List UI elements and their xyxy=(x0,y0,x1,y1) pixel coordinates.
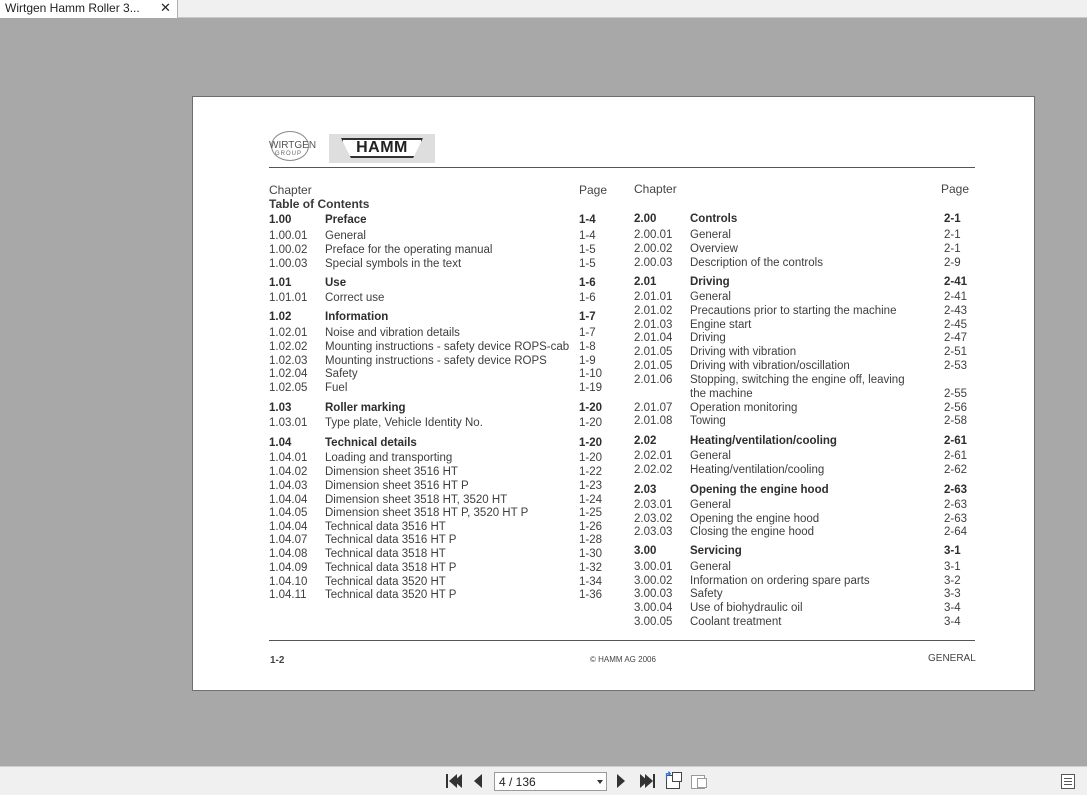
toc-entry-number: 1.02 xyxy=(269,311,292,323)
toc-entry-page: 1-5 xyxy=(579,244,596,256)
hamm-logo: HAMM xyxy=(329,134,435,163)
toc-entry-title: Dimension sheet 3518 HT, 3520 HT xyxy=(325,494,508,506)
toc-entry-number: 2.00.01 xyxy=(634,229,673,241)
toc-entry-page: 3-3 xyxy=(944,588,961,600)
toc-entry-title: Technical details xyxy=(325,437,417,449)
toc-entry-page: 2-53 xyxy=(944,360,968,372)
toc-entry-number: 2.01.07 xyxy=(634,402,673,414)
toc-entry-page: 2-9 xyxy=(944,257,961,269)
page-indicator: 4 / 136 xyxy=(499,775,536,789)
toc-entry-number: 2.01.05 xyxy=(634,346,673,358)
last-page-button[interactable] xyxy=(640,773,656,789)
toc-entry-page: 2-62 xyxy=(944,464,968,476)
right-chapter-header: Chapter xyxy=(634,182,677,196)
navigation-toolbar xyxy=(0,766,1087,795)
toc-entry-title: Preface xyxy=(325,214,367,226)
toc-entry-title: Opening the engine hood xyxy=(690,513,820,525)
copy-page-icon[interactable]: ↱ xyxy=(664,773,682,789)
chevron-down-icon xyxy=(597,780,603,784)
toc-entry-page: 2-1 xyxy=(944,243,961,255)
toc-entry-number: 2.01.06 xyxy=(634,374,673,386)
toc-entry-page: 2-1 xyxy=(944,229,961,241)
right-page-header: Page xyxy=(941,182,970,196)
toc-entry-page: 2-51 xyxy=(944,346,968,358)
close-icon[interactable]: ✕ xyxy=(160,0,171,15)
toc-entry-page: 2-45 xyxy=(944,319,968,331)
toc-entry-page: 2-41 xyxy=(944,276,968,288)
toc-entry-title: Towing xyxy=(690,415,726,427)
first-page-button[interactable] xyxy=(446,773,462,789)
footer-rule xyxy=(269,640,975,641)
toc-entry-number: 2.01 xyxy=(634,276,657,288)
toc-entry-title: General xyxy=(690,561,731,573)
toc-entry-page: 3-2 xyxy=(944,575,961,587)
document-tab[interactable] xyxy=(0,0,178,18)
toc-entry-number: 1.02.03 xyxy=(269,355,308,367)
toc-entry-title: Special symbols in the text xyxy=(325,258,462,270)
toc-entry-number: 1.02.05 xyxy=(269,382,308,394)
toc-entry-page: 3-4 xyxy=(944,602,961,614)
toc-entry-title: Fuel xyxy=(325,382,348,394)
toc-entry-number: 1.02.01 xyxy=(269,327,308,339)
document-page xyxy=(192,96,1035,691)
toc-entry-number: 2.01.04 xyxy=(634,332,673,344)
toc-entry-page: 1-19 xyxy=(579,382,603,394)
toc-entry-number: 1.04.01 xyxy=(269,452,308,464)
toc-entry-page: 1-36 xyxy=(579,589,603,601)
toc-entry-number: 1.01.01 xyxy=(269,292,308,304)
toc-entry-page: 2-47 xyxy=(944,332,968,344)
toc-entry-page: 1-7 xyxy=(579,311,596,323)
toc-entry-number: 3.00.01 xyxy=(634,561,673,573)
toc-entry-title: Servicing xyxy=(690,545,742,557)
toc-entry-title: Noise and vibration details xyxy=(325,327,460,339)
left-page-header: Page xyxy=(579,183,608,197)
toc-entry-page: 1-30 xyxy=(579,548,603,560)
footer-copyright: © HAMM AG 2006 xyxy=(590,655,656,664)
toc-entry-number: 3.00.05 xyxy=(634,616,673,628)
toc-entry-page: 1-22 xyxy=(579,466,603,478)
toc-entry-number: 2.00.03 xyxy=(634,257,673,269)
toc-entry-page: 1-7 xyxy=(579,327,596,339)
toc-entry-page: 1-8 xyxy=(579,341,596,353)
toc-entry-number: 2.01.08 xyxy=(634,415,673,427)
previous-page-button[interactable] xyxy=(472,773,484,789)
toc-entry-page: 1-32 xyxy=(579,562,603,574)
menu-icon[interactable] xyxy=(1061,774,1075,789)
toc-entry-number: 2.01.03 xyxy=(634,319,673,331)
toc-entry-page: 1-20 xyxy=(579,402,603,414)
toc-entry-title: Mounting instructions - safety device ROPS-cab xyxy=(325,341,570,353)
toc-entry-title: Technical data 3518 HT xyxy=(325,548,446,560)
toc-entry-title: Dimension sheet 3516 HT P xyxy=(325,480,469,492)
toc-entry-page: 1-20 xyxy=(579,437,603,449)
toc-entry-title: Operation monitoring xyxy=(690,402,798,414)
toc-entry-title: General xyxy=(690,499,731,511)
toc-entry-page: 3-4 xyxy=(944,616,961,628)
toc-entry-number: 2.03.02 xyxy=(634,513,673,525)
toc-entry-page: 1-6 xyxy=(579,277,596,289)
toc-entry-title: Technical data 3520 HT xyxy=(325,576,446,588)
left-chapter-header: Chapter xyxy=(269,183,312,197)
toc-entry-number: 2.03.03 xyxy=(634,526,673,538)
toc-entry-number: 1.04 xyxy=(269,437,292,449)
toc-entry-number: 1.04.02 xyxy=(269,466,308,478)
toc-entry-title: Dimension sheet 3518 HT P, 3520 HT P xyxy=(325,507,529,519)
toc-entry-title: Use of biohydraulic oil xyxy=(690,602,803,614)
wirtgen-logo: WIRTGEN GROUP xyxy=(269,131,313,161)
toc-entry-number: 1.04.03 xyxy=(269,480,308,492)
toc-entry-page: 1-34 xyxy=(579,576,603,588)
toc-entry-title: Dimension sheet 3516 HT xyxy=(325,466,458,478)
toc-entry-number: 2.00 xyxy=(634,213,657,225)
toc-entry-number: 3.00.03 xyxy=(634,588,673,600)
toc-entry-title: Loading and transporting xyxy=(325,452,453,464)
toc-entry-number: 1.02.02 xyxy=(269,341,308,353)
toc-entry-title: Engine start xyxy=(690,319,752,331)
toc-entry-title: the machine xyxy=(690,388,753,400)
toc-entry-number: 1.00.01 xyxy=(269,230,308,242)
toc-entry-title: General xyxy=(690,229,731,241)
footer-page-number: 1-2 xyxy=(270,655,285,666)
toc-entry-number: 1.01 xyxy=(269,277,292,289)
toc-entry-title: Type plate, Vehicle Identity No. xyxy=(325,417,483,429)
toc-entry-page: 2-1 xyxy=(944,213,961,225)
toc-entry-title: Coolant treatment xyxy=(690,616,782,628)
page-selector[interactable] xyxy=(494,772,607,791)
toc-entry-page: 1-4 xyxy=(579,214,596,226)
header-rule xyxy=(269,167,975,168)
toc-entry-number: 2.02.01 xyxy=(634,450,673,462)
toc-entry-number: 1.03 xyxy=(269,402,292,414)
toc-entry-page: 1-4 xyxy=(579,230,596,242)
toc-entry-number: 1.04.11 xyxy=(269,589,307,601)
toc-entry-number: 1.00.02 xyxy=(269,244,308,256)
toc-entry-title: Driving with vibration xyxy=(690,346,797,358)
toc-entry-number: 1.04.04 xyxy=(269,494,308,506)
toc-entry-page: 2-63 xyxy=(944,513,968,525)
toc-entry-page: 2-63 xyxy=(944,499,968,511)
toc-entry-page: 1-5 xyxy=(579,258,596,270)
toc-entry-page: 1-24 xyxy=(579,494,603,506)
toc-entry-number: 2.01.02 xyxy=(634,305,673,317)
toc-entry-number: 1.00.03 xyxy=(269,258,308,270)
toc-entry-title: Controls xyxy=(690,213,738,225)
toc-entry-number: 3.00.04 xyxy=(634,602,673,614)
toc-entry-title: Closing the engine hood xyxy=(690,526,815,538)
toc-entry-number: 2.02 xyxy=(634,435,657,447)
toc-entry-page: 2-41 xyxy=(944,291,968,303)
toc-entry-page: 2-55 xyxy=(944,388,968,400)
next-page-button[interactable] xyxy=(616,773,628,789)
tab-title[interactable]: Wirtgen Hamm Roller 3... xyxy=(5,1,140,15)
toc-entry-title: Technical data 3520 HT P xyxy=(325,589,457,601)
toc-entry-number: 1.04.07 xyxy=(269,534,308,546)
toc-entry-number: 1.00 xyxy=(269,214,292,226)
toc-entry-number: 1.04.04 xyxy=(269,521,308,533)
toc-entry-title: Description of the controls xyxy=(690,257,823,269)
toc-entry-page: 2-61 xyxy=(944,435,968,447)
toc-entry-title: Precautions prior to starting the machine xyxy=(690,305,897,317)
toc-entry-number: 2.01.01 xyxy=(634,291,673,303)
toc-entry-title: Safety xyxy=(690,588,723,600)
footer-section: GENERAL xyxy=(928,653,976,664)
toc-entry-page: 1-20 xyxy=(579,452,603,464)
toc-entry-page: 2-58 xyxy=(944,415,968,427)
toc-entry-title: Technical data 3516 HT xyxy=(325,521,446,533)
paste-page-icon xyxy=(689,773,707,789)
toc-entry-page: 1-9 xyxy=(579,355,596,367)
toc-entry-title: Use xyxy=(325,277,347,289)
toc-entry-title: Driving xyxy=(690,332,726,344)
toc-entry-title: General xyxy=(325,230,366,242)
toc-entry-title: Technical data 3516 HT P xyxy=(325,534,457,546)
toc-entry-page: 1-28 xyxy=(579,534,603,546)
toc-entry-page: 1-25 xyxy=(579,507,603,519)
toc-entry-number: 3.00.02 xyxy=(634,575,673,587)
toc-entry-title: Technical data 3518 HT P xyxy=(325,562,457,574)
toc-entry-page: 3-1 xyxy=(944,545,961,557)
toc-entry-title: Information xyxy=(325,311,389,323)
toc-entry-title: Heating/ventilation/cooling xyxy=(690,464,825,476)
toc-entry-number: 3.00 xyxy=(634,545,657,557)
toc-entry-title: Stopping, switching the engine off, leaving xyxy=(690,374,905,386)
toc-entry-page: 2-56 xyxy=(944,402,968,414)
toc-entry-page: 1-23 xyxy=(579,480,603,492)
toc-entry-title: Preface for the operating manual xyxy=(325,244,493,256)
toc-entry-number: 1.03.01 xyxy=(269,417,308,429)
toc-entry-title: Opening the engine hood xyxy=(690,484,829,496)
toc-entry-title: Driving with vibration/oscillation xyxy=(690,360,850,372)
toc-entry-number: 2.03 xyxy=(634,484,657,496)
toc-entry-page: 2-43 xyxy=(944,305,968,317)
toc-entry-page: 1-10 xyxy=(579,368,603,380)
toc-entry-title: Safety xyxy=(325,368,358,380)
toc-entry-number: 2.00.02 xyxy=(634,243,673,255)
toc-entry-number: 2.02.02 xyxy=(634,464,673,476)
toc-entry-page: 2-63 xyxy=(944,484,968,496)
toc-entry-title: Information on ordering spare parts xyxy=(690,575,870,587)
toc-entry-title: Driving xyxy=(690,276,730,288)
toc-entry-title: Roller marking xyxy=(325,402,406,414)
toc-entry-number: 1.04.05 xyxy=(269,507,308,519)
page-content xyxy=(193,97,1035,691)
toc-entry-page: 1-20 xyxy=(579,417,603,429)
toc-entry-title: General xyxy=(690,291,731,303)
toc-title: Table of Contents xyxy=(269,197,370,211)
toc-entry-page: 1-6 xyxy=(579,292,596,304)
toc-entry-number: 1.04.09 xyxy=(269,562,308,574)
toc-entry-title: General xyxy=(690,450,731,462)
toc-entry-number: 2.01.05 xyxy=(634,360,673,372)
toc-entry-title: Overview xyxy=(690,243,738,255)
toc-entry-page: 2-61 xyxy=(944,450,968,462)
toc-entry-number: 2.03.01 xyxy=(634,499,673,511)
toc-entry-page: 2-64 xyxy=(944,526,968,538)
toc-entry-number: 1.04.08 xyxy=(269,548,308,560)
toc-entry-number: 1.02.04 xyxy=(269,368,308,380)
tab-bar xyxy=(0,0,1087,18)
toc-entry-title: Correct use xyxy=(325,292,385,304)
toc-entry-number: 1.04.10 xyxy=(269,576,308,588)
toc-entry-page: 3-1 xyxy=(944,561,961,573)
toc-entry-title: Heating/ventilation/cooling xyxy=(690,435,837,447)
toc-entry-page: 1-26 xyxy=(579,521,603,533)
toc-entry-title: Mounting instructions - safety device ROPS xyxy=(325,355,547,367)
